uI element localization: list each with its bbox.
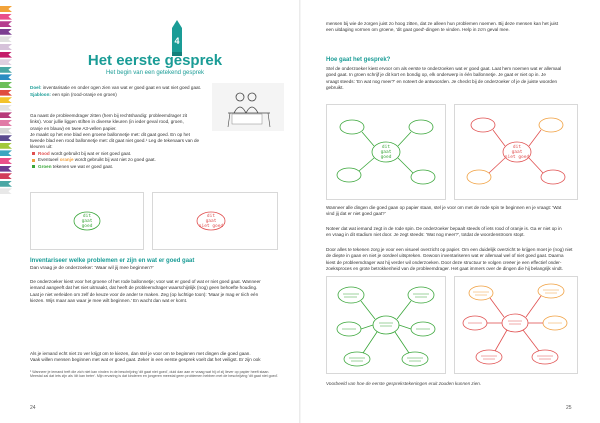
chapter-tab <box>0 166 12 172</box>
bullet-orange: Eventueel oranje wordt gebruikt bij wat niet zo goed gaat. <box>32 157 232 163</box>
chapter-tab <box>0 90 12 96</box>
intro-line: Ga naast de probleemdrager zitten (hem bij rechtshandig: probleemdrager zit <box>30 113 188 118</box>
frame-goed-label: dit gaat goed <box>81 214 93 229</box>
chapter-tab <box>0 173 12 179</box>
diagram-red-start-label: dit gaat niet goed <box>504 145 530 160</box>
intro-line: links). Voor jullie liggen stiften in diverse kleuren (in ieder geval rood, groen, <box>30 119 184 125</box>
chapter-tab <box>0 181 12 187</box>
chapter-tab <box>0 67 12 73</box>
frame-niet-goed <box>152 192 278 250</box>
caption: Voorbeeld van hoe de eerste gesprekstekeningen eruit zouden kunnen zien. <box>326 381 482 386</box>
chapter-tab <box>0 36 12 42</box>
right-paragraph-3: Door alles te tekenen zorg je voor een visueel overzicht op papier. Om een duidelijk overzicht te krijgen moet je (nog) niet de diepte in gaan en niet je oordeel uitspreken. Gewoon inventariseren wat er allemaal wel of niet goed gaat. Daarna kiest de probleemdrager wat hij verder wil onderzoeken. Door deze structuur te volgen creëer je een effectief onder- zoeksproces en grote betrokkenheid van de probleemdrager. Het gaat immers over de dingen die hij belangrijk vindt. <box>326 247 573 271</box>
left-page <box>24 0 286 423</box>
chapter-number: 4 <box>172 28 182 52</box>
materials-text: een spin (rood-oranje en groen) <box>52 92 117 98</box>
diagram-green-start-label: dit gaat goed <box>380 145 392 160</box>
body-paragraph-2: Als je iemand echt niet zo ver krijgt om te kiezen, dan stel je voor om te beginnen met dingen die goed gaan. Vaak willen mensen beginnen met wat er goed gaat. Zeker in een eerste gesprek voelt dat het veiligst. Er zijn ook <box>30 351 261 363</box>
materials-label: Sjabloon: <box>30 92 51 98</box>
green-square-icon <box>32 165 35 168</box>
intro-line: tweede blad een rood ballonnetje met: dit gaat niet goed.¹ Leg de tekenaars van de kleuren uit: <box>30 138 200 150</box>
diagram-red-start <box>454 104 578 200</box>
color-bullets <box>32 151 232 170</box>
bullet-green: Groen tekenen we wat er goed gaat. <box>32 164 232 170</box>
diagram-red-filled <box>454 276 578 374</box>
chapter-tab <box>0 14 12 20</box>
chapter-tab <box>0 44 12 50</box>
chapter-tab <box>0 112 12 118</box>
diagram-green-filled <box>326 276 446 374</box>
right-section-text: Stel de onderzoeker kiest ervoor om als eerste te onderzoeken wat er goed gaat. Laat hem noemen wat er allemaal goed gaat. In groen schrijf je dit kort en bondig op, elk onderwerp in één ballonnetje. Je gaat er niet op in. Je vraagt steeds: 'En wat nog meer?' en noteert de antwoorden. Je checkt bij de onderzoeker of je de juiste woorden gebruikt. <box>326 66 562 90</box>
goal-line <box>30 85 208 91</box>
bullet-red: Rood wordt gebruikt bij wat er niet goed gaat. <box>32 151 232 157</box>
chapter-tab <box>0 21 12 27</box>
frame-goed <box>30 192 144 250</box>
diagram-green-start <box>326 104 446 200</box>
red-square-icon <box>32 152 35 155</box>
section-question: Dan vraag je de onderzoeker: 'Waar wil jij mee beginnen?' <box>30 266 154 271</box>
chapter-tab <box>0 188 12 194</box>
right-paragraph-2: Noteer dat wat iemand zegt in de rode spin. De onderzoeker bepaalt steeds of iets rood of oranje is. Ga er niet op in en vraag in dit stadium niet door. Je zegt steeds: 'Wat nog meer?', totdat de woordenstroom stopt. <box>326 226 562 238</box>
chapter-tab <box>0 120 12 126</box>
chapter-tab <box>0 29 12 35</box>
page-title: Het eerste gesprek <box>87 52 223 69</box>
chapter-tab <box>0 143 12 149</box>
goal-text: inventarisatie en onder ogen zien van wat er goed gaat en wat niet goed gaat. <box>42 85 202 90</box>
chapter-tab <box>0 158 12 164</box>
frame-niet-goed-label: dit gaat niet goed <box>198 214 224 229</box>
green-spider-filled <box>327 277 445 373</box>
body-paragraph-1: De onderzoeker kiest voor het groene of het rode ballonnetje; voor wat er goed of wat er niet goed gaat. Wanneer iemand aangeeft dat het niet uitmaakt, dat heeft de probleemdrager waarschijnlijk (nog) geen behoefte houding. Laat je niet verleiden om zelf de keuze voor de ander te maken. Zeg (op luchtige toon): 'Maar je mag er Iiich eén kiezen. Wijs maar aan waar je mee wilt beginnen.' En wacht dan wat er komt. <box>30 279 261 303</box>
right-page <box>320 0 582 423</box>
chapter-tab <box>0 97 12 103</box>
right-section-title: Hoe gaat het gesprek? <box>326 57 391 63</box>
goal-label: Doel: <box>30 85 42 90</box>
orange-square-icon <box>32 159 35 162</box>
materials-line <box>30 92 208 98</box>
right-top-text: mensen bij wie de zorgen juist zo hoog zitten, dat ze alleen hun problemen noemen. Bij deze mensen kan het juist een uitdaging vormen om groene, 'dit gaat goed'-dingen te vinden. Help in zo'n geval mee. <box>326 21 559 33</box>
intro-line: oranje en blauw) en twee A3-vellen papier. <box>30 125 117 131</box>
chapter-tab <box>0 105 12 111</box>
illustration-photo <box>212 83 284 131</box>
chapter-tab <box>0 150 12 156</box>
chapter-tab <box>0 52 12 58</box>
page-subtitle: Het begin van een getekend gesprek <box>105 70 205 76</box>
chapter-tab <box>0 6 12 12</box>
chapter-tab <box>0 82 12 88</box>
question-text: Wanneer alle dingen die goed gaan op papier staan, stel je voor om met de rode spin te beginnen en je vraagt: 'Wat vind jij dat er niet goed gaat?' <box>326 205 562 217</box>
page-number-right: 25 <box>566 405 572 411</box>
pencil-tip <box>172 20 182 28</box>
footnote: ¹ Wanneer je iemand treft die zich niet kan vinden in de beschrijving 'dit gaat niet goed', duid dan aan er vraag wat hij of zij liever op papier heeft staan. Meestal zal dat iets zijn als 'dit kan beter'. Mijn ervaring is dat kinderen en jongeren meestal geen problemen hebben met de beschrijving 'dit gaat niet goed'. <box>30 370 279 379</box>
chapter-tab <box>0 128 12 134</box>
chapter-tab <box>0 59 12 65</box>
gutter <box>299 0 301 423</box>
goal-block <box>30 85 208 99</box>
intro-text <box>30 113 210 151</box>
page-number-left: 24 <box>30 405 36 411</box>
red-spider-filled <box>455 277 577 373</box>
chapter-tab <box>0 135 12 141</box>
intro-line: Je maakt op het ene blad een groene ballonnetje met: dit gaat goed. En op het <box>30 131 190 137</box>
chapter-tab <box>0 74 12 80</box>
section-title: Inventariseer welke problemen er zijn en wat er goed gaat <box>30 258 195 264</box>
